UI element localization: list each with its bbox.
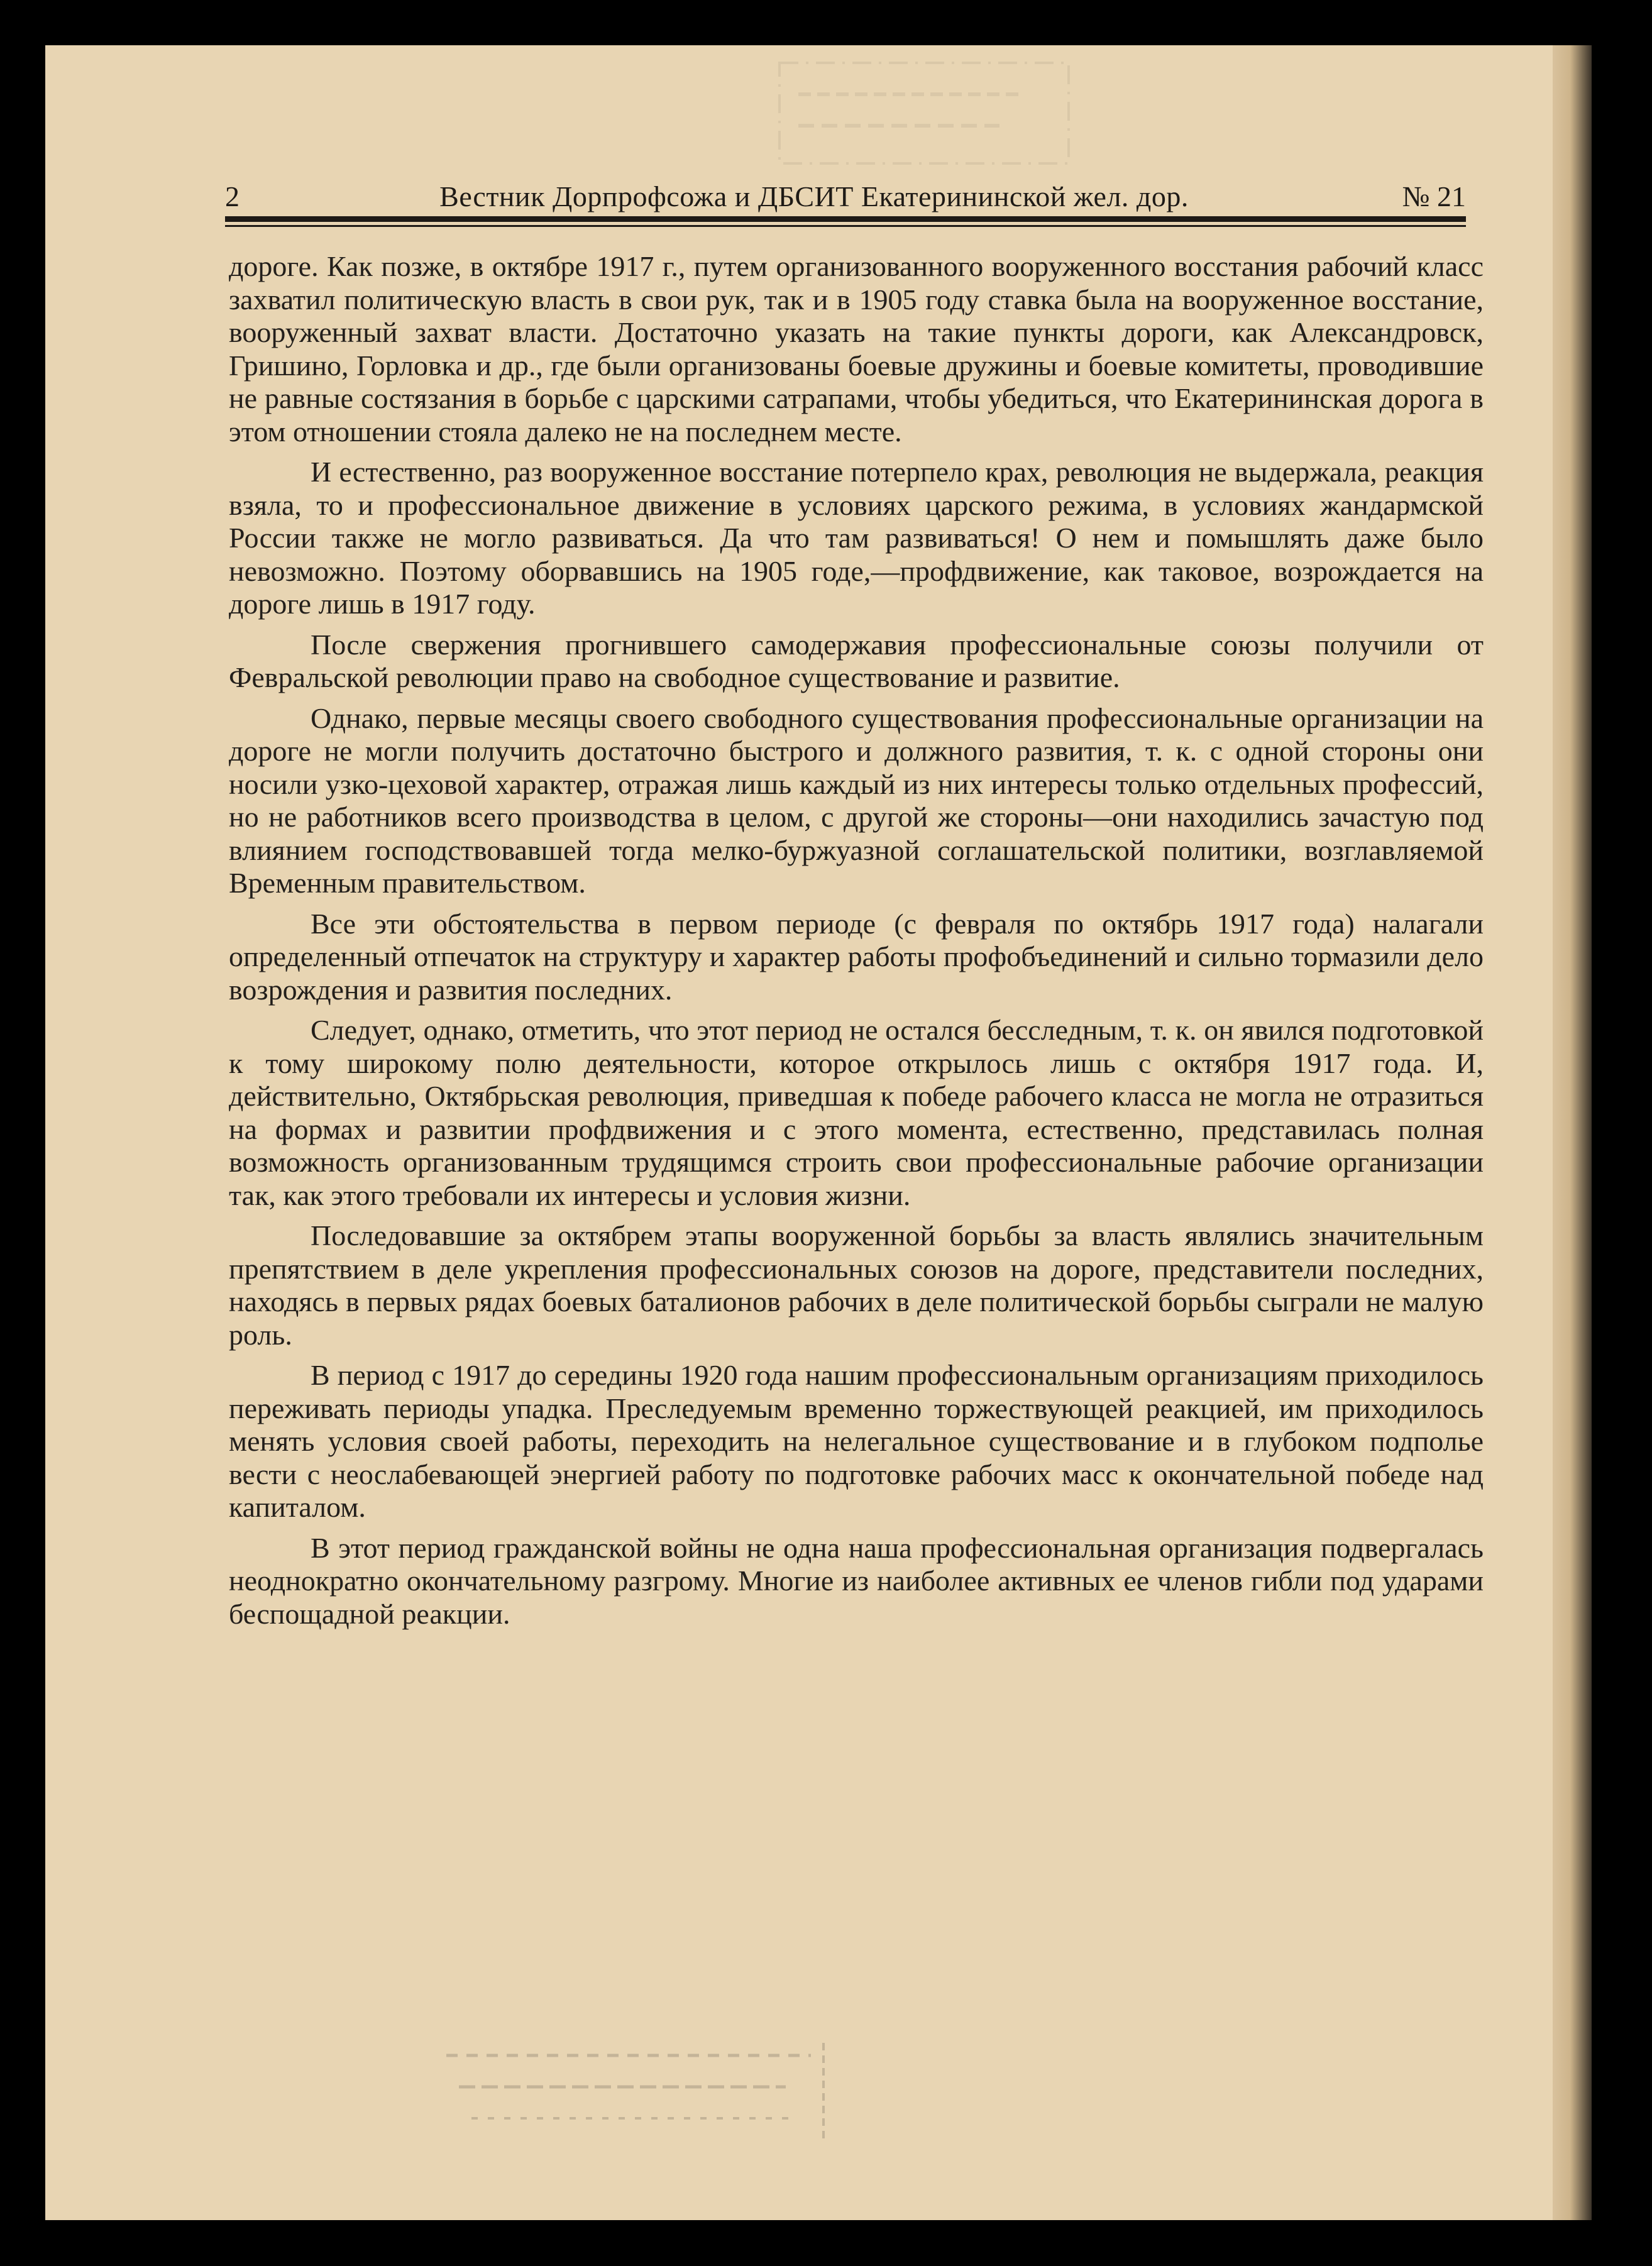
paragraph: И естественно, раз вооруженное восстание потерпело крах, революция не выдержала, реакция взяла, то и профессиональное движение в условиях царского режима, в условиях жандармской России также не могло развиваться. Да что там развиваться! О нем и помышлять даже было невозможно. Поэтому оборвавшись на 1905 годе,—профдвижение, как таковое, возрождается на дороге лишь в 1917 году. [229,456,1484,620]
paragraph: После свержения прогнившего самодержавия профессиональные союзы получили от Февральской революции право на свободное существование и развитие. [229,628,1484,693]
article-body [229,250,1484,1638]
faded-stamp-top [773,50,1075,176]
paragraph: Все эти обстоятельства в первом периоде (с февраля по октябрь 1917 года) налагали определенный отпечаток на структуру и характер работы профобъединений и сильно тормазили дело возрождения и развития последних. [229,907,1484,1006]
page-edge-shadow [1553,45,1592,2220]
paragraph: Последовавшие за октябрем этапы вооруженной борьбы за власть являлись значительным препятствием в деле укрепления профессиональных союзов на дороге, представители последних, находясь в первых рядах боевых баталионов рабочих в деле политической борьбы сыграли не малую роль. [229,1219,1484,1351]
page-number: 2 [225,180,240,212]
issue-number: № 21 [1402,180,1466,212]
paragraph: Следует, однако, отметить, что этот период не остался бесследным, т. к. он явился подготовкой к тому широкому полю деятельности, которое открылось лишь с октября 1917 года. И, действительно, Октябрьская революция, приведшая к победе рабочего класса не могла не отразиться на формах и развитии профдвижения и с этого момента, естественно, представилась полная возможность организованным трудящимся строить свои профессиональные рабочие организации так, как этого требовали их интересы и условия жизни. [229,1014,1484,1211]
paragraph: дороге. Как позже, в октябре 1917 г., путем организованного вооруженного восстания рабочий класс захватил политическую власть в свои рук, так и в 1905 году ставка была на вооруженное восстание, вооруженный захват власти. Достаточно указать на такие пункты дороги, как Александровск, Гришино, Горловка и др., где были организованы боевые дружины и боевые комитеты, проводившие не равные состязания в борьбе с царскими сатрапами, чтобы убедиться, что Екатерининская дорога в этом отношении стояла далеко не на последнем месте. [229,250,1484,448]
page-header [225,180,1466,220]
paragraph: Однако, первые месяцы своего свободного существования профессиональные организации на дороге не могли получить достаточно быстрого и должного развития, т. к. с одной стороны они носили узко-цеховой характер, отражая лишь каждый из них интересы только отдельных профессий, но не работников всего производства в целом, с другой же стороны—они находились зачастую под влиянием господствовавшей тогда мелко-буржуазной соглашательской политики, возглавляемой Временным правительством. [229,701,1484,899]
paragraph: В этот период гражданской войны не одна наша профессиональная организация подвергалась неоднократно окончательному разгрому. Многие из наиболее активных ее членов гибли под ударами беспощадной реакции. [229,1531,1484,1630]
header-rule-thick [225,216,1466,222]
journal-title: Вестник Дорпрофсожа и ДБСИТ Екатерининской жел. дор. [439,180,1189,212]
header-rule-thin [225,225,1466,227]
faded-stamp-bottom [434,2037,836,2150]
paragraph: В период с 1917 до середины 1920 года нашим профессиональным организациям приходилось переживать периоды упадка. Преследуемым временно торжествующей реакцией, им приходилось менять условия своей работы, переходить на нелегальное существование и в глубоком подполье вести с неослабевающей энергией работу по подготовке рабочих масс к окончательной победе над капиталом. [229,1359,1484,1523]
